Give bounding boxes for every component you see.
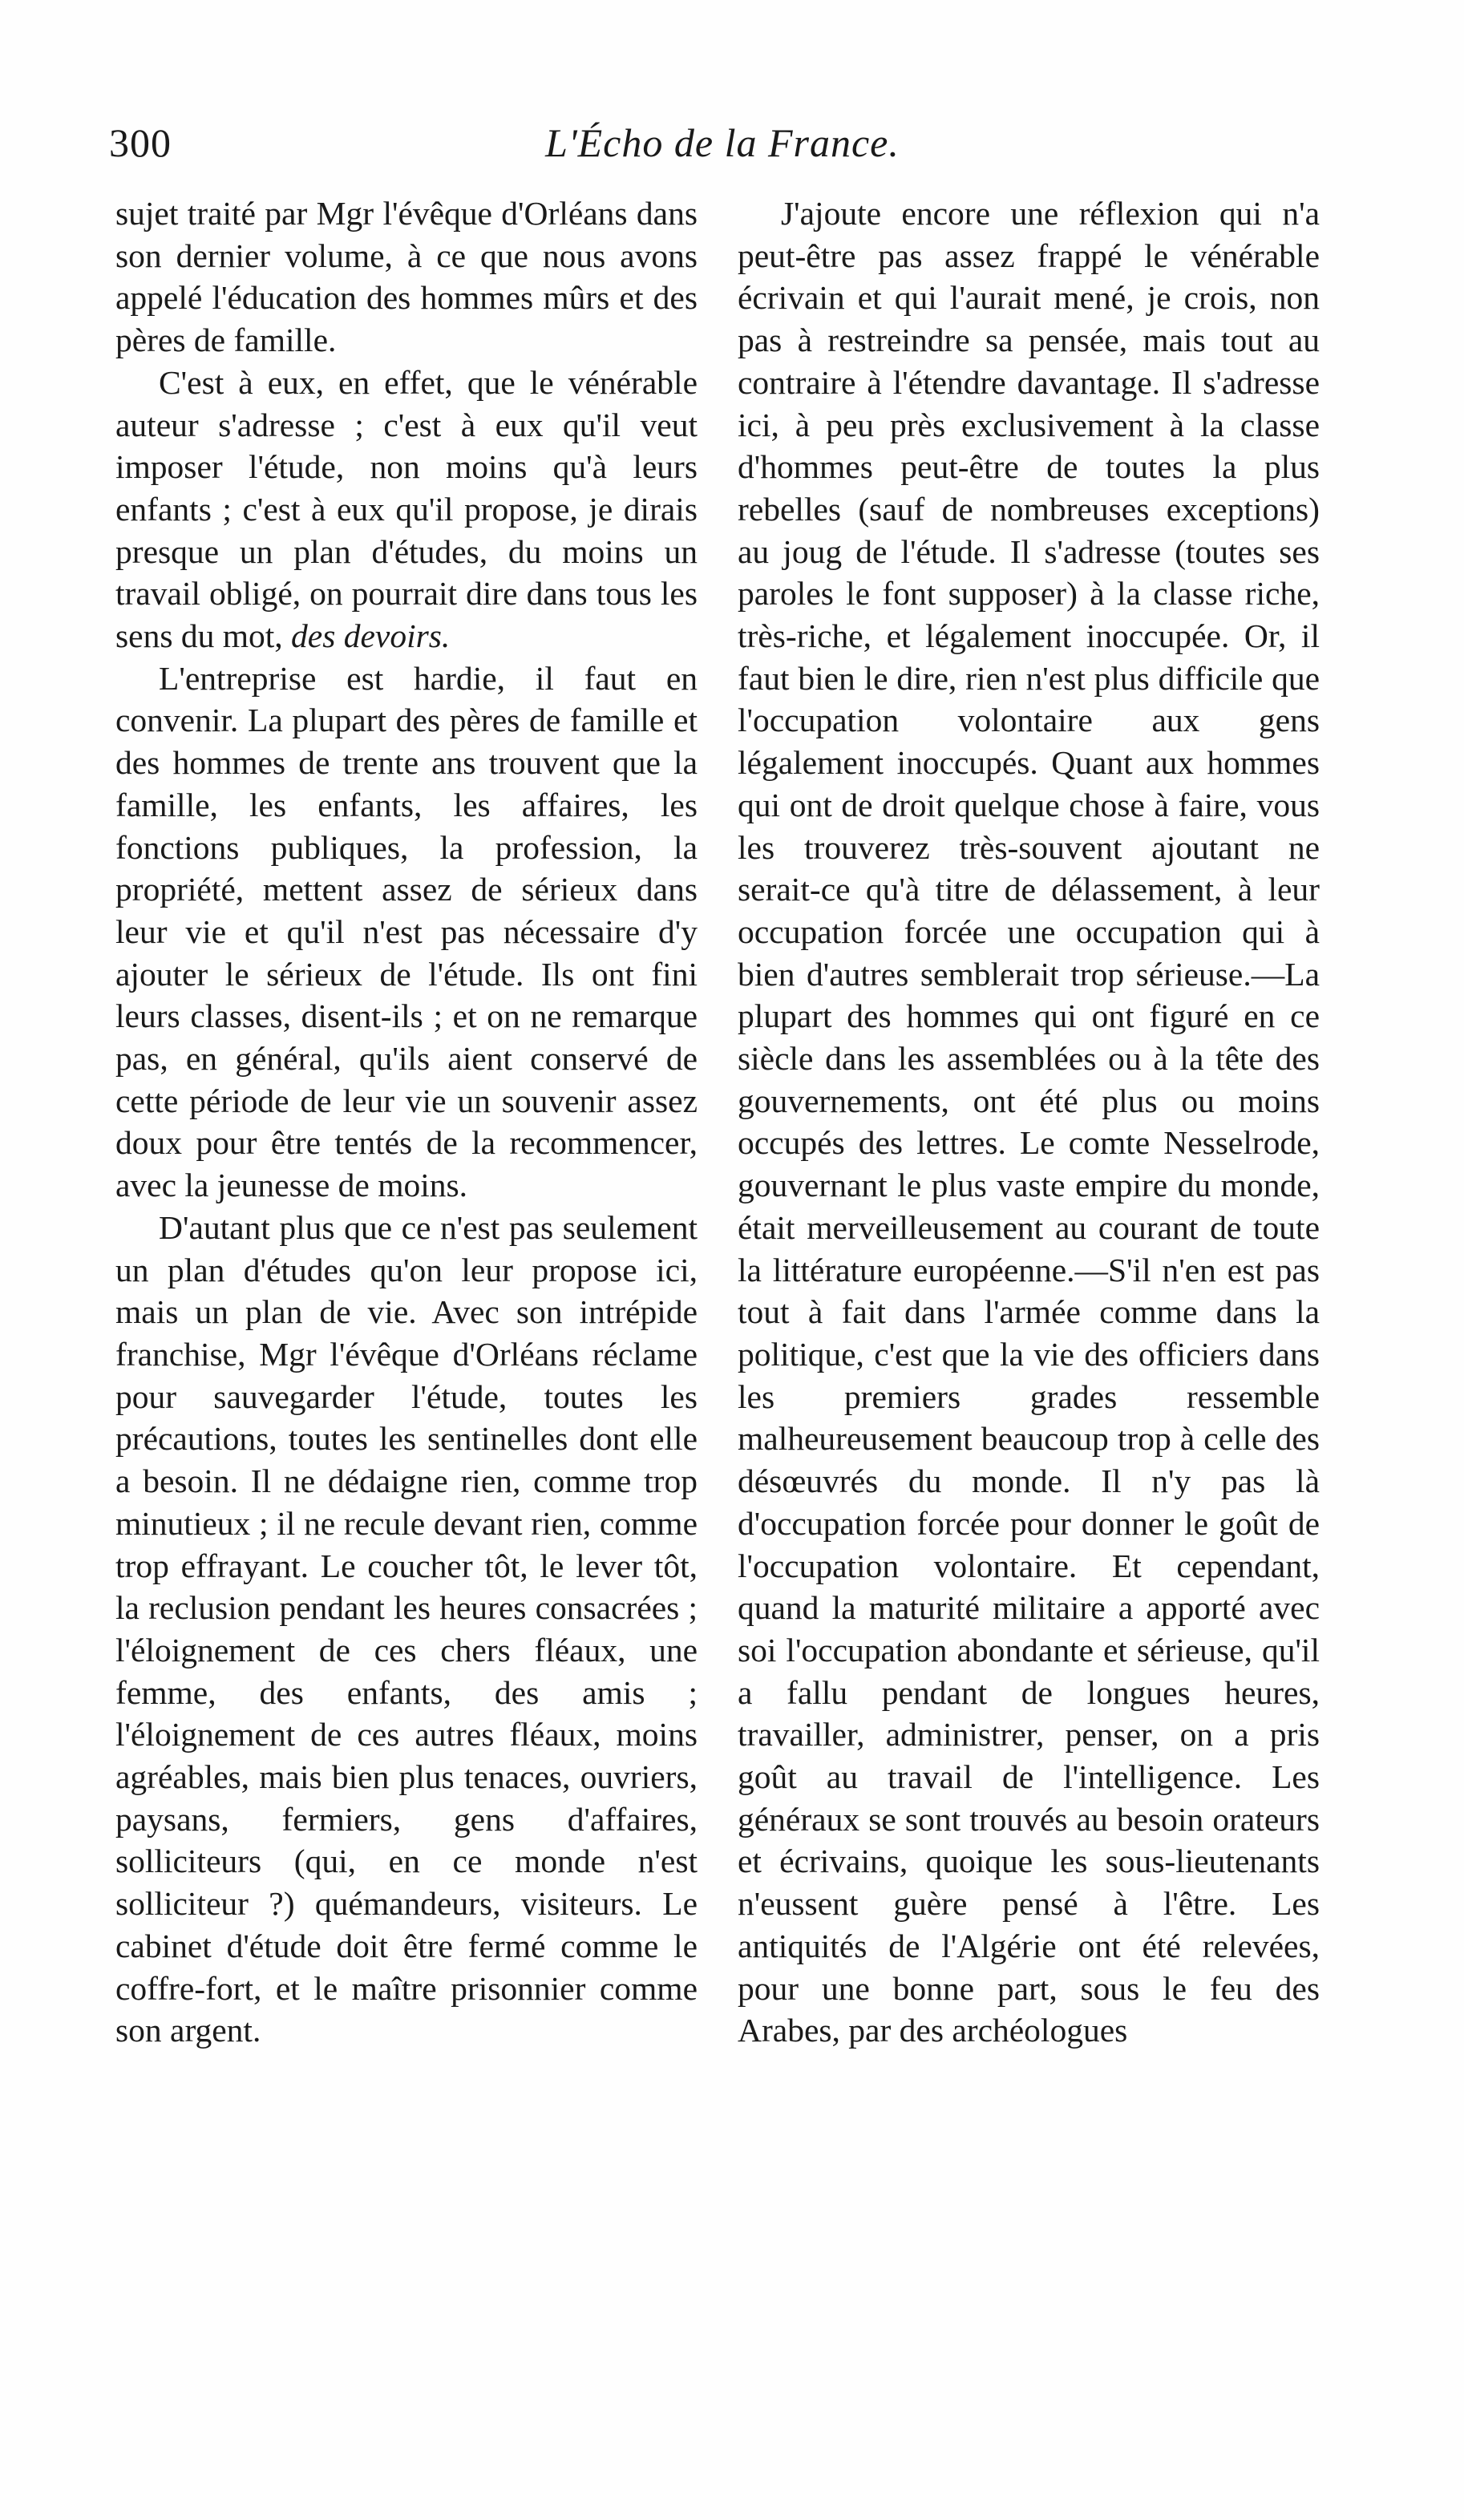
running-title: L'Écho de la France.	[545, 120, 900, 165]
paragraph	[115, 362, 698, 657]
paragraph: L'entreprise est hardie, il faut en convenir. La plupart des pères de famille et des hommes de trente ans trouvent que la famille, les enfants, les affaires, les fonctions publiques, la profession, la propriété, mettent assez de sérieux dans leur vie et qu'il n'est pas nécessaire d'y ajouter le sérieux de l'étude. Ils ont fini leurs classes, disent-ils ; et on ne remarque pas, en général, qu'ils aient conservé de cette période de leur vie un souvenir assez doux pour être tentés de la recommencer, avec la jeunesse de moins.	[115, 659, 698, 1204]
page-number: 300	[109, 120, 172, 165]
paragraph-text: C'est à eux, en effet, que le vénérable auteur s'adresse ; c'est à eux qu'il veut imposer l'étude, non moins qu'à leurs enfants ; c'est à eux qu'il propose, je dirais presque un plan d'études, du moins un travail obligé, on pourrait dire dans tous les sens du mot,	[115, 363, 698, 655]
emphasis-text: des devoirs.	[291, 617, 451, 655]
paragraph: J'ajoute encore une réflexion qui n'a peut-être pas assez frappé le vénérable écrivain et qui l'aurait mené, je crois, non pas à restreindre sa pensée, mais tout au contraire à l'étendre davantage. Il s'adresse ici, à peu près exclusivement à la classe d'hommes peut-être de toutes la plus rebelles (sauf de nombreuses exceptions) au joug de l'étude. Il s'adresse (toutes ses paroles le font supposer) à la classe riche, très-riche, et légalement inoccupée. Or, il faut bien le dire, rien n'est plus difficile que l'occupation volontaire aux gens légalement inoccupés. Quant aux hommes qui ont de droit quelque chose à faire, vous les trouverez très-souvent ajoutant ne serait-ce qu'à titre de délassement, à leur occupation forcée une occupation qui à bien d'autres semblerait trop sérieuse.—La plupart des hommes qui ont figuré en ce siècle dans les assemblées ou à la tête des gouvernements, ont été plus ou moins occupés des lettres. Le comte Nesselrode, gouvernant le plus vaste empire du monde, était merveilleusement au courant de toute la littérature européenne.—S'il n'en est pas tout à fait dans l'armée comme dans la politique, c'est que la vie des officiers dans les premiers grades ressemble malheureusement beaucoup trop à celle des désœuvrés du monde. Il n'y pas là d'occupation forcée pour donner le goût de l'occupation volontaire. Et cependant, quand la maturité militaire a apporté avec soi l'occupation abondante et sérieuse, qu'il a fallu pendant de longues heures, travailler, administrer, penser, on a pris goût au travail de l'intelligence. Les généraux se sont trouvés au besoin orateurs et écrivains, quoique les sous-lieutenants n'eussent guère pensé à l'être. Les antiquités de l'Algérie ont été relevées, pour une bonne part, sous le feu des Arabes, par des archéologues	[738, 195, 1320, 2049]
left-column	[115, 192, 698, 2052]
paragraph: sujet traité par Mgr l'évêque d'Orléans dans son dernier volume, à ce que nous avons appelé l'éducation des hommes mûrs et des pères de famille.	[115, 195, 698, 359]
running-head	[109, 119, 1336, 175]
paragraph: D'autant plus que ce n'est pas seulement un plan d'études qu'on leur propose ici, mais un plan de vie. Avec son intrépide franchise, Mgr l'évêque d'Orléans réclame pour sauvegarder l'étude, toutes les précautions, toutes les sentinelles dont elle a besoin. Il ne dédaigne rien, comme trop minutieux ; il ne recule devant rien, comme trop effrayant. Le coucher tôt, le lever tôt, la reclusion pendant les heures consacrées ; l'éloignement de ces chers fléaux, une femme, des enfants, des amis ; l'éloignement de ces autres fléaux, moins agréables, mais bien plus tenaces, ouvriers, paysans, fermiers, gens d'affaires, solliciteurs (qui, en ce monde n'est solliciteur ?) quémandeurs, visiteurs. Le cabinet d'étude doit être fermé comme le coffre-fort, et le maître prisonnier comme son argent.	[115, 1208, 698, 2049]
right-column	[738, 192, 1320, 2052]
